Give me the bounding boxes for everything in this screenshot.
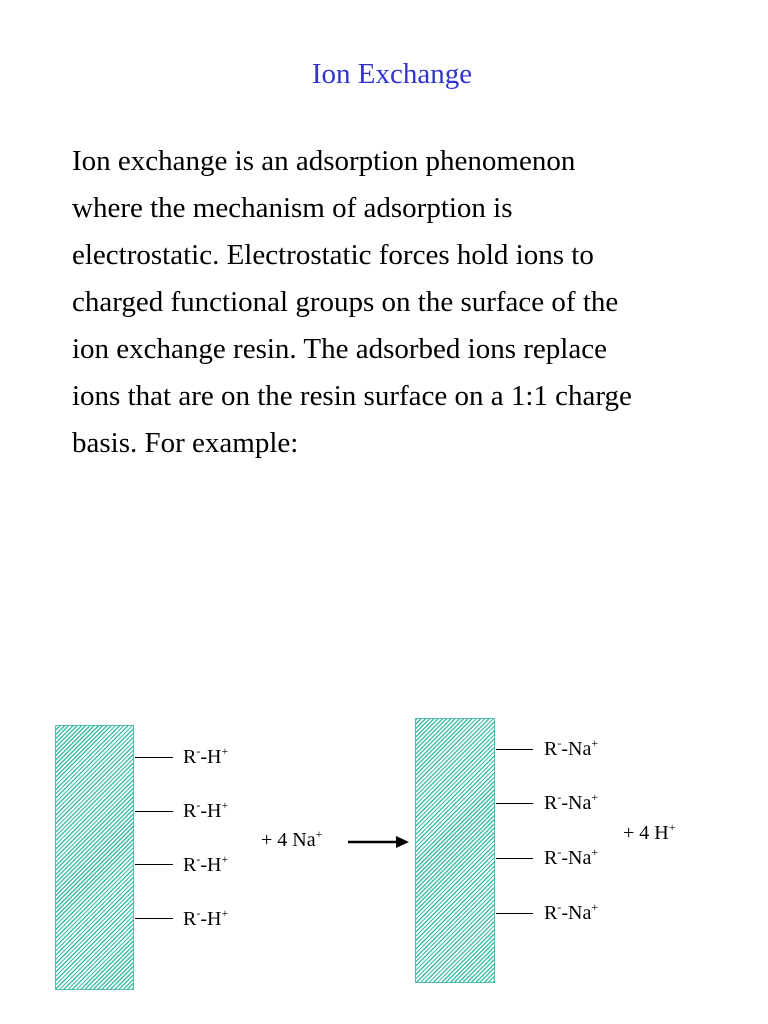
paragraph-line: basis. For example:: [72, 427, 299, 459]
right-label: R--Na+: [544, 845, 599, 869]
left-label: R--H+: [183, 906, 229, 930]
slide-title: Ion Exchange: [311, 58, 473, 90]
functional-group-stub: [496, 913, 533, 914]
functional-group-stub: [496, 858, 533, 859]
product-label: + 4 H+: [623, 820, 676, 844]
paragraph-line: ions that are on the resin surface on a 1:1 charge: [72, 380, 632, 412]
right-label: R--Na+: [544, 900, 599, 924]
left-label: R--H+: [183, 744, 229, 768]
functional-group-stub: [496, 749, 533, 750]
functional-group-stub: [135, 757, 173, 758]
reactant-label: + 4 Na+: [261, 827, 323, 851]
functional-group-stub: [135, 811, 173, 812]
left-label: R--H+: [183, 798, 229, 822]
left-label: R--H+: [183, 852, 229, 876]
functional-group-stub: [135, 918, 173, 919]
functional-group-stub: [496, 803, 533, 804]
paragraph-line: where the mechanism of adsorption is: [72, 192, 513, 224]
resin-block-right: [415, 718, 495, 983]
right-label: R--Na+: [544, 736, 599, 760]
reaction-arrow-icon: [346, 834, 410, 850]
paragraph-line: Ion exchange is an adsorption phenomenon: [72, 145, 576, 177]
body-paragraph: [72, 138, 732, 467]
paragraph-line: charged functional groups on the surface of the: [72, 286, 619, 318]
paragraph-line: electrostatic. Electrostatic forces hold ions to: [72, 239, 594, 271]
resin-block-left: [55, 725, 134, 990]
functional-group-stub: [135, 864, 173, 865]
right-label: R--Na+: [544, 790, 599, 814]
paragraph-line: ion exchange resin. The adsorbed ions replace: [72, 333, 607, 365]
